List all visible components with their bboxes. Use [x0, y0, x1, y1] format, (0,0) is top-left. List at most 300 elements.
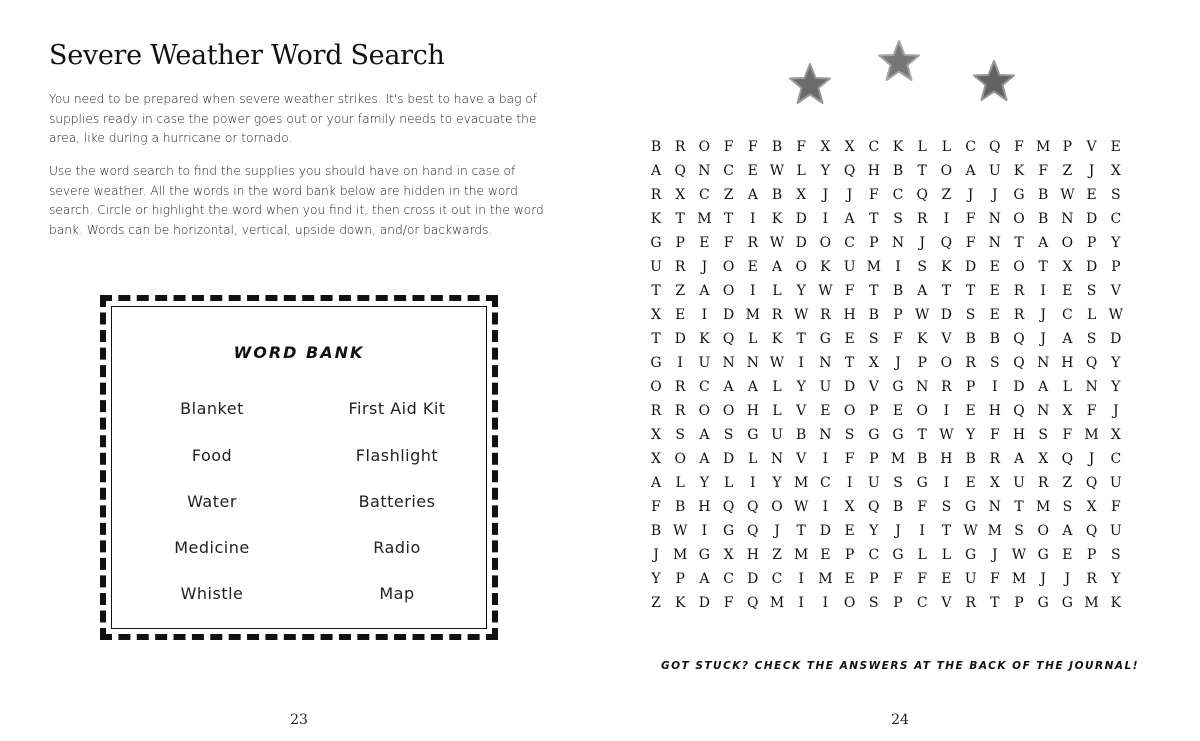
grid-letter: K — [916, 331, 928, 347]
grid-letter: J — [653, 547, 659, 563]
grid-letter: N — [1085, 379, 1098, 395]
grid-letter: Z — [723, 187, 734, 203]
grid-letter: T — [796, 523, 806, 539]
grid-letter: I — [677, 355, 683, 371]
grid-letter: N — [1037, 355, 1050, 371]
grid-letter: T — [1038, 259, 1048, 275]
grid-letter: Y — [796, 283, 806, 299]
grid-letter: L — [941, 547, 952, 563]
grid-letter: W — [769, 163, 785, 179]
grid-letter: I — [822, 451, 829, 467]
grid-letter: P — [869, 451, 879, 467]
grid-letter: Y — [820, 163, 831, 179]
grid-letter: I — [943, 403, 950, 419]
grid-letter: X — [1086, 499, 1097, 515]
grid-letter: Y — [1111, 355, 1121, 371]
grid-letter: L — [748, 331, 758, 347]
grid-letter: D — [1013, 379, 1025, 395]
grid-letter: T — [869, 211, 879, 227]
grid-letter: F — [1014, 139, 1024, 155]
grid-letter: C — [1062, 307, 1073, 323]
grid-letter: J — [991, 187, 998, 203]
grid-letter: P — [869, 235, 879, 251]
word-bank-title: WORD BANK — [233, 343, 365, 362]
grid-letter: F — [796, 139, 807, 155]
grid-letter: G — [650, 355, 662, 371]
page-number: 23 — [290, 712, 308, 728]
grid-letter: I — [895, 259, 901, 275]
grid-letter: F — [965, 211, 976, 227]
grid-letter: O — [698, 139, 711, 155]
grid-letter: X — [989, 475, 1000, 491]
grid-letter: T — [651, 283, 661, 299]
grid-letter: E — [989, 307, 1000, 323]
grid-letter: Z — [941, 187, 952, 203]
grid-letter: T — [796, 331, 806, 347]
grid-letter: A — [1062, 523, 1073, 539]
grid-letter: X — [675, 187, 686, 203]
grid-letter: X — [1110, 427, 1121, 443]
grid-letter: E — [844, 523, 855, 539]
grid-letter: R — [674, 259, 686, 275]
grid-letter: M — [769, 595, 785, 611]
word-bank-item: Whistle — [180, 584, 244, 603]
grid-letter: F — [965, 235, 976, 251]
grid-letter: S — [869, 595, 879, 611]
grid-letter: W — [914, 307, 930, 323]
grid-letter: K — [771, 211, 783, 227]
grid-letter: L — [1062, 379, 1073, 395]
grid-letter: M — [697, 211, 712, 227]
grid-letter: B — [771, 187, 783, 203]
grid-letter: Q — [843, 163, 856, 179]
grid-letter: R — [674, 139, 686, 155]
grid-letter: T — [723, 211, 734, 227]
grid-letter: O — [1013, 259, 1025, 275]
grid-letter: O — [940, 163, 953, 179]
word-bank-item: Food — [191, 446, 233, 465]
grid-letter: N — [916, 379, 929, 395]
grid-letter: F — [893, 331, 903, 347]
grid-letter: E — [844, 331, 855, 347]
grid-letter: C — [699, 379, 710, 395]
grid-letter: B — [965, 331, 976, 347]
grid-letter: S — [990, 355, 1000, 371]
grid-letter: G — [868, 427, 880, 443]
grid-letter: Q — [1013, 403, 1025, 419]
grid-letter: E — [892, 403, 904, 419]
grid-letter: B — [868, 307, 879, 323]
grid-letter: R — [747, 235, 759, 251]
grid-letter: L — [917, 139, 927, 155]
grid-letter: I — [822, 211, 829, 227]
grid-letter: U — [1109, 523, 1122, 539]
grid-letter: M — [866, 259, 881, 275]
grid-letter: D — [747, 571, 759, 587]
grid-letter: Q — [1085, 523, 1098, 539]
grid-letter: B — [796, 427, 807, 443]
grid-letter: N — [722, 355, 735, 371]
grid-letter: D — [1085, 259, 1098, 275]
grid-letter: W — [1060, 187, 1075, 203]
grid-letter: C — [771, 571, 783, 587]
grid-letter: K — [650, 211, 662, 227]
grid-letter: A — [650, 163, 662, 179]
grid-letter: G — [723, 523, 735, 539]
grid-letter: A — [844, 211, 855, 227]
grid-letter: I — [822, 595, 829, 611]
grid-letter: I — [919, 523, 925, 539]
grid-letter: N — [988, 211, 1001, 227]
grid-letter: E — [965, 403, 976, 419]
grid-letter: O — [940, 355, 953, 371]
grid-letter: I — [798, 355, 804, 371]
grid-letter: P — [893, 307, 903, 323]
grid-letter: G — [698, 547, 710, 563]
star-icon — [972, 60, 1016, 102]
grid-letter: N — [819, 427, 832, 443]
grid-letter: O — [819, 235, 832, 251]
grid-letter: F — [723, 595, 734, 611]
grid-letter: I — [701, 307, 708, 323]
grid-letter: W — [793, 499, 809, 515]
grid-letter: F — [893, 571, 903, 587]
grid-letter: J — [774, 523, 780, 539]
grid-letter: H — [988, 403, 1001, 419]
grid-letter: P — [917, 355, 927, 371]
grid-letter: T — [941, 523, 952, 539]
grid-letter: E — [989, 259, 1000, 275]
grid-letter: M — [987, 523, 1002, 539]
grid-letter: B — [892, 499, 904, 515]
grid-letter: P — [1086, 547, 1097, 563]
grid-letter: B — [650, 523, 662, 539]
grid-letter: D — [964, 259, 977, 275]
grid-letter: G — [892, 547, 904, 563]
grid-letter: J — [1088, 451, 1095, 467]
grid-letter: K — [941, 259, 952, 275]
grid-letter: O — [843, 403, 856, 419]
grid-letter: L — [917, 547, 927, 563]
grid-letter: J — [1040, 307, 1046, 323]
grid-letter: Y — [869, 523, 879, 539]
grid-letter: A — [699, 571, 710, 587]
grid-letter: J — [967, 187, 974, 203]
grid-letter: F — [747, 139, 758, 155]
word-bank-item: Radio — [373, 538, 421, 557]
grid-letter: R — [771, 307, 783, 323]
grid-letter: D — [722, 307, 735, 323]
grid-letter: R — [916, 211, 928, 227]
grid-letter: I — [750, 211, 756, 227]
grid-letter: A — [747, 379, 758, 395]
grid-letter: U — [698, 355, 711, 371]
grid-letter: W — [1011, 547, 1027, 563]
grid-letter: V — [868, 379, 879, 395]
grid-letter: J — [1064, 571, 1071, 587]
grid-letter: D — [1085, 211, 1098, 227]
grid-letter: Y — [1111, 379, 1121, 395]
grid-letter: O — [916, 403, 928, 419]
grid-letter: C — [1110, 211, 1122, 227]
grid-letter: J — [1040, 331, 1046, 347]
grid-letter: I — [750, 475, 756, 491]
grid-letter: C — [965, 139, 976, 155]
grid-letter: F — [868, 187, 879, 203]
grid-letter: M — [1036, 499, 1051, 515]
grid-letter: X — [844, 499, 855, 515]
grid-letter: O — [722, 259, 735, 275]
grid-letter: Y — [651, 571, 661, 587]
grid-letter: A — [723, 379, 734, 395]
grid-letter: T — [869, 283, 879, 299]
grid-letter: B — [989, 331, 1000, 347]
grid-letter: R — [820, 307, 831, 323]
grid-letter: T — [1014, 235, 1024, 251]
grid-letter: X — [651, 451, 661, 467]
grid-letter: J — [701, 259, 708, 275]
grid-letter: E — [965, 475, 976, 491]
grid-letter: S — [893, 211, 903, 227]
grid-letter: E — [1110, 139, 1121, 155]
grid-letter: U — [1109, 475, 1122, 491]
grid-letter: F — [723, 139, 734, 155]
grid-letter: S — [1111, 547, 1121, 563]
grid-letter: A — [1062, 331, 1073, 347]
grid-letter: Y — [1111, 571, 1121, 587]
grid-letter: E — [844, 571, 855, 587]
grid-letter: H — [746, 403, 759, 419]
grid-letter: D — [722, 451, 735, 467]
grid-letter: O — [650, 379, 662, 395]
grid-letter: I — [1040, 283, 1046, 299]
grid-letter: Y — [772, 475, 782, 491]
grid-letter: W — [769, 235, 785, 251]
grid-letter: S — [1111, 187, 1121, 203]
grid-letter: R — [1037, 475, 1049, 491]
grid-letter: C — [723, 163, 734, 179]
grid-letter: O — [1013, 211, 1025, 227]
grid-letter: J — [895, 355, 901, 371]
grid-letter: F — [1086, 403, 1097, 419]
grid-letter: V — [796, 403, 807, 419]
grid-letter: J — [919, 235, 925, 251]
grid-letter: B — [892, 283, 904, 299]
grid-letter: S — [844, 427, 855, 443]
word-bank-item: Map — [379, 584, 415, 603]
grid-letter: T — [917, 427, 927, 443]
grid-letter: E — [1062, 283, 1073, 299]
grid-letter: X — [723, 547, 734, 563]
grid-letter: E — [989, 283, 1000, 299]
grid-letter: E — [675, 307, 686, 323]
grid-letter: G — [1061, 595, 1073, 611]
grid-letter: L — [941, 139, 952, 155]
grid-letter: H — [843, 307, 856, 323]
grid-letter: X — [1062, 403, 1073, 419]
grid-letter: B — [675, 499, 686, 515]
grid-letter: B — [1038, 187, 1049, 203]
grid-letter: T — [1014, 499, 1024, 515]
grid-letter: C — [1110, 451, 1122, 467]
word-bank-item: Batteries — [358, 492, 436, 511]
grid-letter: Y — [796, 379, 806, 395]
grid-letter: M — [890, 451, 906, 467]
grid-letter: R — [989, 451, 1001, 467]
word-bank-inner — [111, 306, 487, 629]
grid-letter: S — [723, 427, 734, 443]
grid-letter: F — [723, 235, 734, 251]
grid-letter: A — [699, 451, 710, 467]
grid-letter: W — [1108, 307, 1123, 323]
grid-letter: S — [1038, 427, 1048, 443]
grid-letter: G — [650, 235, 662, 251]
grid-letter: C — [699, 187, 710, 203]
grid-letter: I — [992, 379, 998, 395]
grid-letter: S — [1014, 523, 1024, 539]
grid-letter: D — [795, 211, 807, 227]
grid-letter: E — [747, 259, 758, 275]
grid-letter: U — [843, 259, 856, 275]
grid-letter: H — [940, 451, 953, 467]
grid-letter: P — [675, 571, 685, 587]
grid-letter: F — [1110, 499, 1121, 515]
grid-letter: T — [965, 283, 976, 299]
grid-letter: S — [941, 499, 952, 515]
grid-letter: Q — [1061, 451, 1074, 467]
grid-letter: L — [723, 475, 734, 491]
grid-letter: L — [772, 379, 782, 395]
grid-letter: Q — [1013, 355, 1025, 371]
grid-letter: W — [793, 307, 809, 323]
grid-letter: R — [674, 403, 686, 419]
grid-letter: C — [844, 235, 855, 251]
grid-letter: I — [943, 475, 950, 491]
grid-letter: Q — [916, 187, 928, 203]
grid-letter: M — [1036, 139, 1051, 155]
grid-letter: E — [747, 163, 758, 179]
grid-letter: H — [867, 163, 880, 179]
word-bank-box — [100, 295, 498, 640]
grid-letter: I — [750, 283, 756, 299]
grid-letter: X — [1110, 163, 1121, 179]
grid-letter: L — [748, 451, 758, 467]
grid-letter: G — [1013, 187, 1025, 203]
grid-letter: D — [674, 331, 686, 347]
grid-letter: I — [822, 499, 829, 515]
star-icon — [877, 40, 921, 82]
grid-letter: G — [965, 499, 977, 515]
grid-letter: N — [746, 355, 759, 371]
grid-letter: R — [965, 595, 976, 611]
grid-letter: U — [867, 475, 880, 491]
grid-letter: Q — [747, 523, 759, 539]
answers-note: GOT STUCK? CHECK THE ANSWERS AT THE BACK OF THE JOURNAL! — [660, 660, 1140, 672]
grid-letter: Q — [1085, 475, 1098, 491]
grid-letter: U — [964, 571, 977, 587]
grid-letter: X — [1038, 451, 1049, 467]
grid-letter: R — [965, 355, 976, 371]
grid-letter: M — [673, 547, 688, 563]
grid-letter: X — [820, 139, 831, 155]
grid-letter: F — [844, 283, 855, 299]
grid-letter: C — [868, 139, 880, 155]
grid-letter: O — [722, 283, 735, 299]
grid-letter: H — [1012, 427, 1026, 443]
grid-letter: L — [772, 283, 782, 299]
grid-letter: A — [1013, 451, 1025, 467]
grid-letter: K — [1013, 163, 1025, 179]
star-icon — [788, 63, 832, 105]
grid-letter: J — [846, 187, 853, 203]
grid-letter: R — [650, 403, 662, 419]
grid-letter: K — [674, 595, 686, 611]
grid-letter: W — [939, 427, 954, 443]
grid-letter: K — [892, 139, 904, 155]
grid-letter: K — [1110, 595, 1122, 611]
grid-letter: P — [1062, 139, 1073, 155]
grid-letter: F — [989, 571, 1000, 587]
grid-letter: X — [796, 187, 807, 203]
grid-letter: N — [819, 355, 832, 371]
grid-letter: R — [674, 379, 686, 395]
grid-letter: P — [675, 235, 685, 251]
grid-letter: M — [1011, 571, 1027, 587]
grid-letter: P — [1014, 595, 1024, 611]
grid-letter: A — [917, 283, 928, 299]
grid-letter: K — [771, 331, 783, 347]
grid-letter: V — [796, 451, 807, 467]
grid-letter: R — [941, 379, 952, 395]
grid-letter: C — [892, 187, 904, 203]
word-bank-item: Medicine — [174, 538, 250, 557]
grid-letter: C — [916, 595, 928, 611]
grid-letter: V — [941, 331, 952, 347]
word-bank-item: First Aid Kit — [348, 399, 446, 418]
grid-letter: E — [699, 235, 710, 251]
grid-letter: B — [1038, 211, 1049, 227]
grid-letter: Q — [722, 331, 735, 347]
grid-letter: T — [844, 355, 855, 371]
grid-letter: P — [1111, 259, 1121, 275]
grid-letter: D — [819, 523, 831, 539]
grid-letter: S — [1086, 283, 1097, 299]
grid-letter: D — [698, 595, 710, 611]
grid-letter: J — [991, 547, 998, 563]
grid-letter: E — [820, 547, 831, 563]
grid-letter: U — [771, 427, 783, 443]
grid-letter: D — [940, 307, 952, 323]
grid-letter: B — [650, 139, 662, 155]
grid-letter: V — [1086, 139, 1097, 155]
grid-letter: I — [701, 523, 708, 539]
grid-letter: T — [675, 211, 685, 227]
grid-letter: J — [895, 523, 901, 539]
grid-letter: F — [651, 499, 661, 515]
grid-letter: Q — [674, 163, 686, 179]
grid-letter: G — [892, 427, 904, 443]
grid-letter: P — [1086, 235, 1097, 251]
grid-letter: A — [650, 475, 662, 491]
grid-letter: Q — [747, 595, 759, 611]
grid-letter: W — [769, 355, 785, 371]
grid-letter: T — [651, 331, 661, 347]
grid-letter: Z — [651, 595, 661, 611]
grid-letter: C — [723, 571, 734, 587]
grid-letter: Z — [1062, 163, 1073, 179]
intro-paragraph: You need to be prepared when severe weather strikes. It's best to have a bag of supplies ready in case the power goes out or your family needs to evacuate the area, like during a hurricane or tornado. — [49, 92, 538, 145]
grid-letter: M — [1084, 427, 1099, 443]
